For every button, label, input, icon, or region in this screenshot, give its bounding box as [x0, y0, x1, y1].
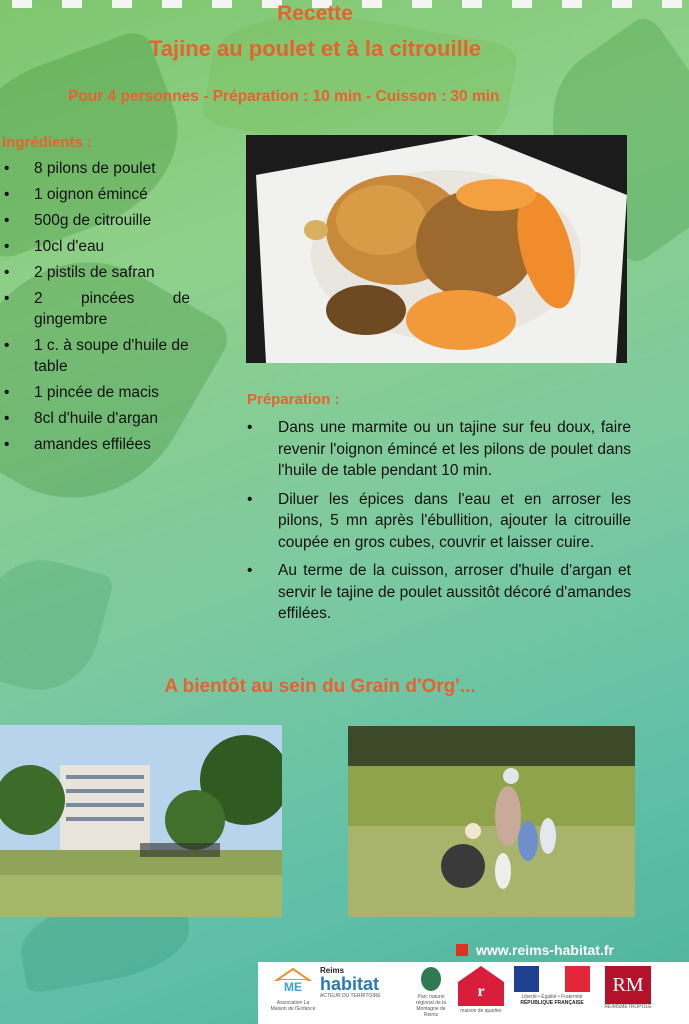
ingredient-item: • 1 pincée de macis	[4, 382, 190, 403]
preparation-list	[247, 417, 631, 632]
preparation-step: • Au terme de la cuisson, arroser d'huile d'argan et servir le tajine de poulet aussitôt décoré d'amandes effilées.	[247, 560, 631, 625]
ingredient-item: • 10cl d'eau	[4, 236, 190, 257]
maison-enfance-logo: ME Association La Maison de l'Enfance	[268, 966, 318, 1012]
preparation-step: • Diluer les épices dans l'eau et en arroser les pilons, 5 mn après l'ébullition, ajouter la citrouille coupée en gros cubes, couvrir et laisser cuire.	[247, 489, 631, 554]
garden-photo	[348, 726, 635, 917]
preparation-heading: Préparation :	[247, 391, 340, 408]
tajine-photo	[246, 135, 627, 363]
partner-logos-bar	[258, 962, 689, 1024]
recipe-label: Recette	[277, 2, 353, 25]
building-photo	[0, 725, 282, 917]
recipe-title: Tajine au poulet et à la citrouille	[148, 36, 482, 61]
website-url: www.reims-habitat.fr	[476, 942, 614, 958]
tagline: A bientôt au sein du Grain d'Org'...	[164, 676, 476, 697]
ingredient-item: • 8cl d'huile d'argan	[4, 408, 190, 429]
ingredient-item: • 2 pincées de gingembre	[4, 288, 190, 330]
republique-francaise-logo: Liberté • Égalité • Fraternité RÉPUBLIQUE FRANÇAISE	[512, 966, 592, 1006]
reims-habitat-logo: Reims habitat ACTEUR DU TERRITOIRE	[320, 966, 381, 999]
preparation-step: • Dans une marmite ou un tajine sur feu doux, faire revenir l'oignon émincé et les pilons de poulet dans l'huile de table pendant 10 min.	[247, 417, 631, 482]
recipe-subtitle: Pour 4 personnes - Préparation : 10 min - Cuisson : 30 min	[68, 88, 500, 105]
red-square-icon	[456, 944, 468, 956]
ingredient-item: • 1 c. à soupe d'huile de table	[4, 335, 190, 377]
reims-metropole-logo: RM REIMSMÉTROPOLE	[598, 966, 658, 1010]
me-logo-letters: ME	[284, 980, 302, 994]
ingredient-item: • amandes effilées	[4, 434, 190, 455]
ingredients-list	[4, 158, 190, 460]
ingredient-item: • 2 pistils de safran	[4, 262, 190, 283]
maison-de-quartier-logo: r maison de quartier	[456, 966, 506, 1014]
ingredients-heading: Ingrédients :	[2, 134, 93, 151]
ingredient-item: • 8 pilons de poulet	[4, 158, 190, 179]
ingredient-item: • 1 oignon émincé	[4, 184, 190, 205]
parc-naturel-logo: Parc naturel régional de la Montagne de Reims	[410, 966, 452, 1018]
svg-text:r: r	[477, 983, 485, 1000]
ingredient-item: • 500g de citrouille	[4, 210, 190, 231]
website-link[interactable]	[456, 942, 614, 958]
